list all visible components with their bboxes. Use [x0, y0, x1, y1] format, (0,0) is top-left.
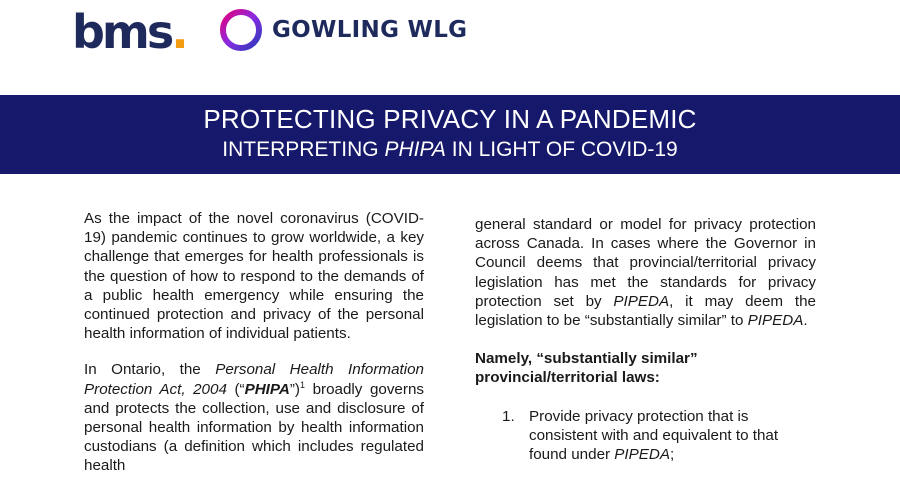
bms-logo-dot: .: [171, 5, 186, 59]
list-item-text: [529, 407, 816, 465]
criteria-list: [475, 407, 816, 465]
pipeda-paragraph: [475, 215, 816, 330]
phipa-abbrev: PHIPA: [244, 380, 290, 398]
right-column: [475, 215, 816, 464]
ontario-text-d: broadly governs and protects the collection, use and disclosure of personal health information by health information custodians (a definition which includes regulated health: [84, 380, 424, 475]
bms-logo: [72, 2, 186, 62]
logo-bar: [0, 0, 900, 95]
gowling-logo-text: GOWLING WLG: [272, 17, 468, 43]
list-item-number: 1.: [502, 407, 515, 425]
gowling-logo: [220, 8, 467, 52]
gowling-ring-icon: [220, 9, 262, 51]
page-title: PROTECTING PRIVACY IN A PANDEMIC: [203, 104, 697, 134]
footnote-ref-1[interactable]: 1: [300, 379, 306, 390]
left-column: [84, 209, 424, 493]
section-heading: Namely, “substantially similar” provincial/territorial laws:: [475, 350, 698, 387]
list-item-tail: ;: [670, 446, 675, 464]
pipeda-ref-1: PIPEDA: [613, 292, 670, 310]
bms-logo-text: bms.: [72, 5, 186, 59]
subtitle-phipa: PHIPA: [384, 138, 446, 161]
pipeda-text-b: , it may deem the legislation to be “substantially similar” to: [475, 292, 816, 330]
pipeda-text-a: general standard or model for privacy protection across Canada. In cases where the Governor in Council deems that provincial/territorial privacy legislation has met the standards for privacy protection set by: [475, 216, 816, 310]
ontario-text-b: (“: [226, 380, 245, 398]
pipeda-ref-2: PIPEDA: [747, 312, 804, 330]
intro-paragraph: As the impact of the novel coronavirus (COVID-19) pandemic continues to grow worldwide, a key challenge that emerges for health professionals is the question of how to respond to the demands of a public health emergency while ensuring the continued protection and privacy of the personal health information of individual patients.: [84, 210, 424, 343]
list-item-pipeda: PIPEDA: [614, 446, 671, 464]
list-item: [475, 407, 816, 465]
ontario-text-c: ”): [289, 380, 300, 398]
title-banner: [0, 95, 900, 174]
ontario-paragraph: [84, 360, 424, 475]
page-subtitle: [0, 137, 900, 163]
subtitle-prefix: INTERPRETING: [222, 138, 385, 161]
pipeda-text-c: .: [803, 312, 808, 330]
ontario-text-a: In Ontario, the: [84, 361, 216, 379]
subtitle-suffix: IN LIGHT OF COVID-19: [445, 138, 678, 161]
act-name: Personal Health Information Protection Act, 2004: [84, 361, 424, 398]
list-item-body: Provide privacy protection that is consistent with and equivalent to that found under: [529, 407, 779, 464]
